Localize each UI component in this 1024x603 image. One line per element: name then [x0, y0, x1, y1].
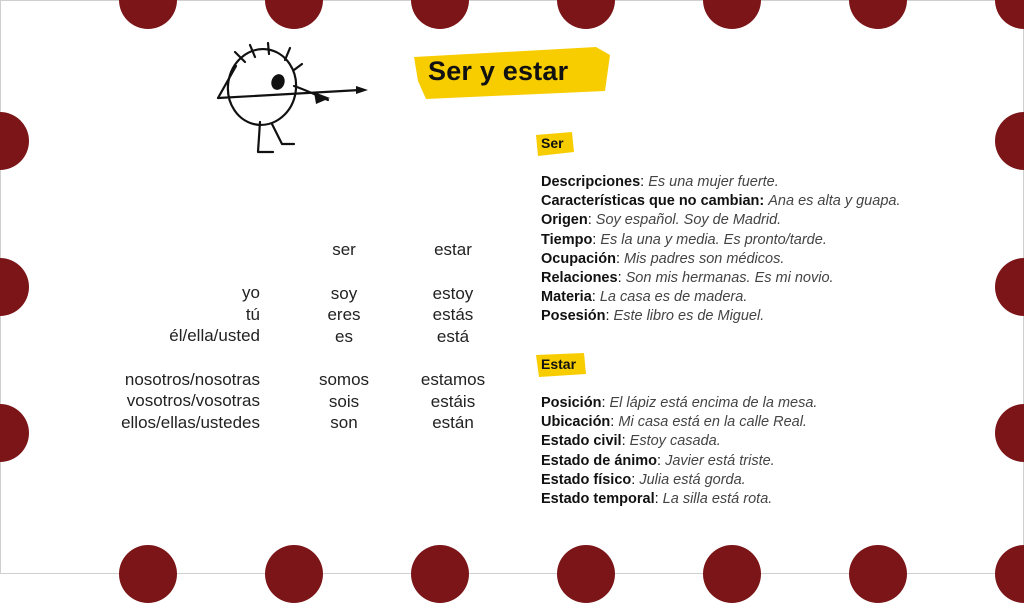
use-example: La silla está rota. [662, 491, 773, 508]
use-label: Estado físico [541, 471, 632, 488]
list-item: Estado físico: Julia está gorda. [541, 471, 746, 488]
use-example: Julia está gorda. [639, 471, 746, 488]
ser-form: somos [318, 370, 370, 389]
list-item: Estado temporal: La silla está rota. [541, 491, 773, 508]
dot [119, 545, 177, 603]
use-example: Son mis hermanas. Es mi novio. [625, 270, 834, 287]
estar-heading: Estar [541, 356, 577, 372]
estar-column [400, 239, 506, 434]
page-title: Ser y estar [428, 56, 569, 86]
pronoun-column [60, 282, 260, 433]
list-item: Descripciones: Es una mujer fuerte. [541, 174, 779, 190]
pronoun: vosotros/vosotras [126, 391, 260, 410]
use-label: Descripciones [541, 174, 641, 190]
list-item: Origen: Soy español. Soy de Madrid. [541, 212, 782, 229]
estar-form: estáis [430, 391, 476, 411]
column-header-estar: estar [434, 240, 472, 259]
list-item: Estado de ánimo: Javier está triste. [541, 452, 775, 469]
use-example: Mis padres son médicos. [624, 250, 785, 267]
use-example: Ana es alta y guapa. [768, 193, 901, 210]
use-example: Es una mujer fuerte. [648, 174, 779, 190]
list-item: Estado civil: Estoy casada. [541, 433, 721, 450]
list-item: Posesión: Este libro es de Miguel. [541, 308, 765, 325]
use-example: Este libro es de Miguel. [613, 308, 765, 325]
ser-heading: Ser [541, 135, 564, 151]
use-label: Ubicación [541, 414, 611, 431]
use-label: Origen [541, 212, 588, 229]
use-label: Relaciones [541, 270, 618, 287]
estar-form: estás [432, 305, 474, 324]
use-label: Materia [541, 289, 592, 306]
stick-figure-pointing-icon [210, 40, 380, 160]
use-example: Estoy casada. [629, 433, 721, 450]
estar-form: estoy [432, 283, 474, 303]
list-item [541, 192, 900, 211]
dot [411, 545, 469, 603]
pronoun: tú [245, 304, 260, 324]
estar-form: están [432, 413, 474, 432]
dot [849, 545, 907, 603]
use-label: Posesión [541, 308, 606, 325]
estar-uses-list [541, 394, 817, 509]
dot [557, 545, 615, 603]
use-label: Ocupación [541, 250, 616, 267]
use-label: Tiempo [541, 231, 593, 248]
estar-form: está [436, 326, 470, 346]
dot [703, 545, 761, 603]
use-label: Estado civil [541, 433, 622, 450]
use-example: La casa es de madera. [599, 289, 748, 306]
ser-column [300, 239, 388, 434]
list-item: Relaciones: Son mis hermanas. Es mi novio. [541, 270, 834, 287]
list-item: Materia: La casa es de madera. [541, 289, 748, 306]
pronoun: nosotros/nosotras [124, 369, 260, 389]
estar-form: estamos [420, 370, 486, 389]
ser-form: sois [328, 391, 360, 411]
list-item: Posición: El lápiz está encima de la mesa. [541, 395, 818, 411]
list-item: Ubicación: Mi casa está en la calle Real. [541, 414, 807, 431]
use-example: Soy español. Soy de Madrid. [595, 212, 782, 229]
ser-form: soy [330, 283, 358, 303]
title-banner [414, 47, 610, 99]
use-label: Posición [541, 395, 602, 411]
use-example: Javier está triste. [665, 452, 775, 469]
ser-form: son [330, 413, 358, 432]
use-label: Estado de ánimo [541, 452, 658, 469]
use-example: Es la una y media. Es pronto/tarde. [600, 231, 827, 248]
pronoun: yo [242, 283, 260, 302]
ser-form: es [335, 326, 353, 346]
ser-uses-list [541, 173, 900, 327]
use-example: Mi casa está en la calle Real. [618, 414, 807, 431]
use-label: Estado temporal [541, 491, 655, 508]
pronoun: ellos/ellas/ustedes [121, 412, 260, 432]
list-item: Ocupación: Mis padres son médicos. [541, 250, 785, 267]
use-example: El lápiz está encima de la mesa. [609, 395, 818, 411]
list-item: Tiempo: Es la una y media. Es pronto/tarde. [541, 231, 827, 248]
ser-form: eres [327, 305, 361, 324]
dot [265, 545, 323, 603]
use-label: Características que no cambian: [541, 193, 765, 210]
estar-heading-tag [536, 353, 586, 377]
ser-heading-tag [536, 132, 574, 156]
pronoun: él/ella/usted [169, 326, 260, 345]
column-header-ser: ser [332, 240, 356, 259]
